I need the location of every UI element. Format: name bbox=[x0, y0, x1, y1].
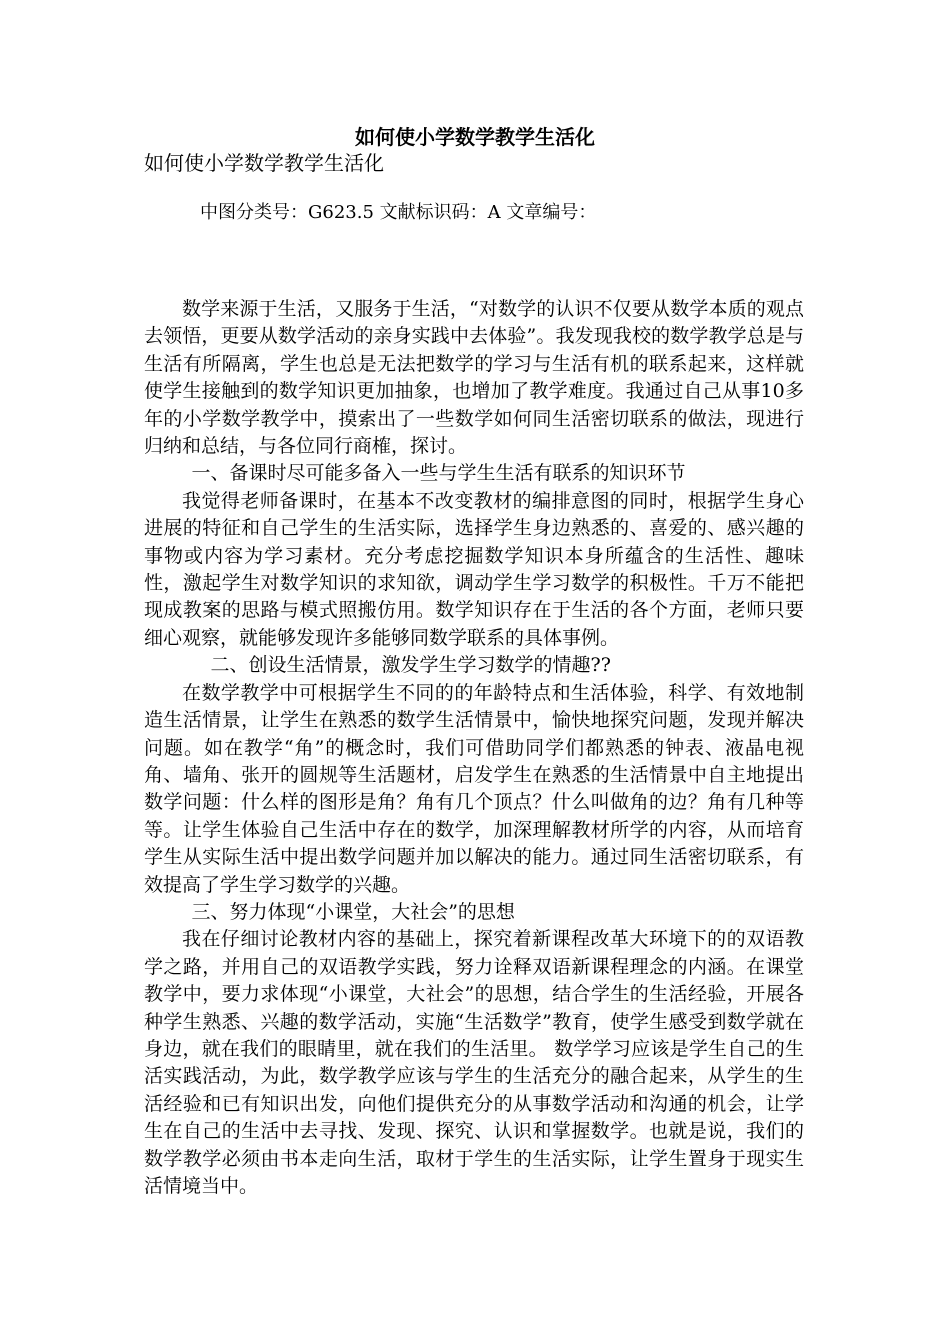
intro-paragraph: 数学来源于生活，又服务于生活，“对数学的认识不仅要从数学本质的观点去领悟，更要从数学活动的亲身实践中去体验”。我发现我校的数学教学总是与生活有所隔离，学生也总是无法把数学的学习与生活有机的联系起来，这样就使学生接触到的数学知识更加抽象，也增加了教学难度。我通过自己从事10多年的小学数学教学中，摸索出了一些数学如何同生活密切联系的做法，现进行归纳和总结，与各位同行商榷，探讨。 bbox=[144, 298, 804, 458]
article-body bbox=[144, 296, 804, 1200]
section-paragraph-1: 我觉得老师备课时，在基本不改变教材的编排意图的同时，根据学生身心进展的特征和自己学生的生活实际，选择学生身边熟悉的、喜爱的、感兴趣的事物或内容为学习素材。充分考虑挖掘数学知识本身所蕴含的生活性、趣味性，激起学生对数学知识的求知欲，调动学生学习数学的积极性。千万不能把现成教案的思路与模式照搬仿用。数学知识存在于生活的各个方面，老师只要细心观察，就能够发现许多能够同数学联系的具体事例。 bbox=[144, 489, 804, 649]
document-subtitle: 如何使小学数学教学生活化 bbox=[144, 151, 384, 175]
section-heading-2: 二、创设生活情景，激发学生学习数学的情趣?? bbox=[210, 654, 611, 677]
section-paragraph-2: 在数学教学中可根据学生不同的的年龄特点和生活体验，科学、有效地制造生活情景，让学生在熟悉的数学生活情景中，愉快地探究问题，发现并解决问题。如在教学“角”的概念时，我们可借助同学们都熟悉的钟表、液晶电视角、墙角、张开的圆规等生活题材，启发学生在熟悉的生活情景中自主地提出数学问题：什么样的图形是角？角有几个顶点？什么叫做角的边？角有几种等等。让学生体验自己生活中存在的数学，加深理解教材所学的内容，从而培育学生从实际生活中提出数学问题并加以解决的能力。通过同生活密切联系，有效提高了学生学习数学的兴趣。 bbox=[144, 681, 804, 896]
document-title: 如何使小学数学教学生活化 bbox=[355, 125, 595, 149]
section-heading-3: 三、努力体现“小课堂，大社会”的思想 bbox=[191, 900, 515, 923]
section-paragraph-3: 我在仔细讨论教材内容的基础上，探究着新课程改革大环境下的的双语教学之路，并用自己的双语教学实践，努力诠释双语新课程理念的内涵。在课堂教学中，要力求体现“小课堂，大社会”的思想，结合学生的生活经验，开展各种学生熟悉、兴趣的数学活动，实施“生活数学”教育，使学生感受到数学就在身边，就在我们的眼睛里，就在我们的生活里。 数学学习应该是学生自己的生活实践活动，为此，数学教学应该与学生的生活充分的融合起来，从学生的生活经验和已有知识出发，向他们提供充分的从事数学活动和沟通的机会，让学生在自己的生活中去寻找、发现、探究、认识和掌握数学。也就是说，我们的数学教学必须由书本走向生活，取材于学生的生活实际，让学生置身于现实生活情境当中。 bbox=[144, 928, 804, 1197]
classification-line: 中图分类号：G623.5 文献标识码：A 文章编号： bbox=[200, 202, 597, 223]
section-heading-1: 一、备课时尽可能多备入一些与学生生活有联系的知识环节 bbox=[191, 462, 686, 485]
